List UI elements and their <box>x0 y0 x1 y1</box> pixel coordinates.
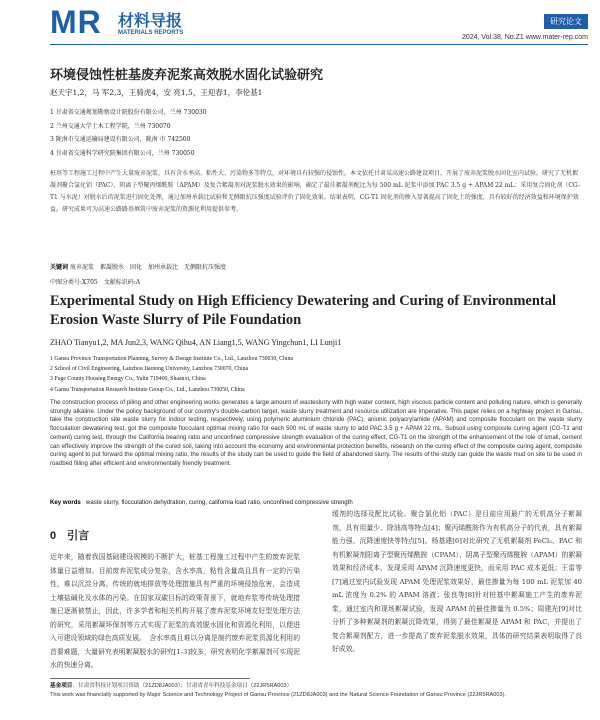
en-affiliation: 1 Gansu Province Transportation Planning, Survey & Design Institute Co., Ltd., Lanzhou 730030, China <box>50 356 293 362</box>
intro-column-right: 缓剂的选择及配比试验。聚合氯化铝（PAC）是目前应用最广的无机高分子絮凝剂，具有用量少、除油高等特点[4]；聚丙烯酰胺作为有机高分子的代表，具有絮凝能力强、沉降速度快等特点[5]。杨基建[6]对比研究了无机絮凝剂 FeCl₃、PAC 和有机絮凝剂阳离子型聚丙烯酰胺（CPAM）、阴离子型聚丙烯酰胺（APAM）的絮凝效果和经济成本，发现采用 APAM 沉降速度更快，而采用 PAC 成本更低；王雷等[7]通过室内试验发现 APAM 处理泥浆效果好，最佳掺量为每 100 mL 泥浆加 40 mL 浓度为 0.2% 的 APAM 溶液；张良等[8]针对桩基中絮凝施工产生的废弃泥浆，通过室内和现场絮凝试验，发现 APAM 的最佳掺量为 0.5%；周建光[9]对比分析了多种絮凝剂的絮凝沉降效果，得到了最佳絮凝是 APAM 和 PAC，并提出了复合絮凝剂配方，进一步提高了废弃泥浆脱水效果，具体的研究结果表明取得了良好成效。 <box>332 510 582 653</box>
en-abstract: The construction process of piling and other engineering works generates a large amount of wasteslurry with high water content, high viscous particle content and polluting nature, which is generally strongly alkaline. Under the policy background of our country's double-carbon target, waste slurry treatment and resource utilization are imperative. This paper relies on a highway project in Gansu, take the construction site waste slurry for indoor testing, respectively, using polymeric aluminium chloride (PAC), anionic polyacrylamide (APAM) and composite flocculant on the waste slurry flocculation dewatering test, got the composite flocculant optimal mixing ratio for each 500 mL of waste slurry to add PAC 3.5 g + APAM 22 mL. Subsoil using composite curing agent (CG-T1 and cement) curing test, through the California bearing ratio and unconfined compressive strength evaluation of the curing effect, CG-T1 on the strength of the enhancement of the role of small, cement can effectively improve the strength of the cured soil, taking into account the economy and environmental protection benefits, research on the curing effect of the composite curing agent, composite curing agent to put forward the optimal mixing ratio, the results of the study can be used to guide the field of abandoned slurry. The results of the study can guide the waste mud on site to be used in roadbed filling after efficient and environmentally friendly treatment. <box>50 399 582 467</box>
en-keywords-text: waste slurry, flocculation dehydration, curing, california load ratio, unconfined compressive strength <box>85 499 353 506</box>
section-tag: 研究论文 <box>544 14 588 29</box>
en-authors: ZHAO Tianyu1,2, MA Jun2,3, WANG Qihu4, AN Liang1,5, WANG Yingchun1, LI Lunji1 <box>50 338 342 347</box>
intro-column-left: 近年来，随着我国基础建设规模的不断扩大，桩基工程施工过程中产生的废弃泥浆体量日益增加。目前废弃泥浆成分复杂，含水率高，粘性含量高且具有一定的污染性，难以沉淀分离。传统的就地排放等处理措施具有严重的环境侵蚀危害，会造成土壤盐碱化及水体的污染。在国家双碳目标的政策背景下，就地弃浆等传统处理措施已逐渐被禁止，因此，许多学者和相关机构开展了废弃泥浆环境友好型处理方法的研究，采用絮凝环保剂等方式实现了泥浆的高效脱水固化和资源化利用，以便进入可建设领域的绿色高质发展。 含水率高且难以分离是制约废弃泥浆资源化利用的首要难题，大量研究表明絮凝脱水的研究[1-3]较多，研究表明化学絮凝剂可实现泥水的快速分离。 <box>50 553 300 669</box>
cn-affiliation: 4 甘肃省交通科学研究院集团有限公司，兰州 730050 <box>50 149 195 157</box>
en-keywords <box>50 499 582 506</box>
journal-logo-mark: MR <box>50 4 102 40</box>
en-affiliation: 2 School of Civil Engineering, Lanzhou Jiaotong University, Lanzhou 730070, China <box>50 366 249 373</box>
cn-abstract: 桩基等工程施工过程中产生大量废弃泥浆，具有含水率高、粘性大、污染物多等特点，对环境具有较强的侵蚀性。本文依托甘肃某高速公路建设项目，开展了废弃泥浆脱水固化室内试验，研究了无机絮凝剂聚合氯化铝（PAC）、阴离子型聚丙烯酰胺（APAM）及复合絮凝剂对泥浆脱水效果的影响，确定了最佳絮凝剂配比为每 500 mL 泥浆中添加 PAC 3.5 g + APAM 22 mL；采用复合固化剂（CG-T1 与水泥）对脱水后的泥浆进行固化处理，通过加州承载比试验和无侧限抗压强度试验评价了固化效果。结果表明，CG-T1 固化剂的掺入显著提高了固化土的强度，具有较好的经济效益和环境保护效益，研究成果可为高速公路路基填筑中废弃泥浆的资源化利用提供参考。 <box>50 170 580 213</box>
en-affiliation: 3 Fuge County Housing Energy Co., Yulin 719400, Shaanxi, China <box>50 376 206 383</box>
cn-classification: 中图分类号:X705 文献标识码:A <box>50 279 141 286</box>
cn-keywords <box>50 262 226 271</box>
cn-authors: 赵天宇1,2，马 军2,3，王骑虎4，安 亮1,5，王迎春1，李伦基1 <box>50 88 263 97</box>
cn-affiliations <box>50 106 207 160</box>
journal-header <box>0 0 600 44</box>
cn-affiliation: 1 甘肃省交通规划勘察设计院股份有限公司，兰州 730030 <box>50 109 207 116</box>
footnote-divider <box>50 678 250 679</box>
en-title: Experimental Study on High Efficiency Dewatering and Curing of Environmental Erosion Waste Slurry of Pile Foundation <box>50 293 557 328</box>
funding-text: ：甘肃省科技计划项目资助（21ZD8JA003）；甘肃省青年科技基金项目（22JR5RA003） <box>72 683 293 689</box>
funding-label: 基金项目 <box>50 683 73 689</box>
journal-name-en: MATERIALS REPORTS <box>118 30 184 36</box>
en-affiliations <box>50 354 293 395</box>
cn-keywords-label: 关键词 <box>50 264 69 271</box>
intro-heading: 0 引言 <box>50 530 90 542</box>
issue-line: 2024, Vol.38, No.Z1 www.mater-rep.com <box>461 34 588 41</box>
funding-text-en: This work was financially supported by Major Science and Technology Project of Gansu Province (21ZD8JA003) and the Natural Science Foundation of Gansu Province (22JR5RA003). <box>50 692 507 699</box>
en-keywords-label: Key words <box>50 499 81 506</box>
journal-name-cn: 材料导报 <box>118 11 183 30</box>
cn-title: 环境侵蚀性桩基废弃泥浆高效脱水固化试验研究 <box>50 68 324 83</box>
funding-note <box>50 682 582 700</box>
cn-affiliation: 2 兰州交通大学土木工程学院，兰州 730070 <box>50 122 171 130</box>
en-affiliation: 4 Gansu Transportation Research Institute Group Co., Ltd., Lanzhou 730050, China <box>50 386 245 393</box>
cn-keywords-text: 废弃泥浆 絮凝脱水 固化 加州承载比 无侧限抗压强度 <box>69 264 226 271</box>
header-divider <box>50 44 588 45</box>
cn-affiliation: 3 陇南市交通运输局建设有限公司，陇南 市 742500 <box>50 136 191 143</box>
